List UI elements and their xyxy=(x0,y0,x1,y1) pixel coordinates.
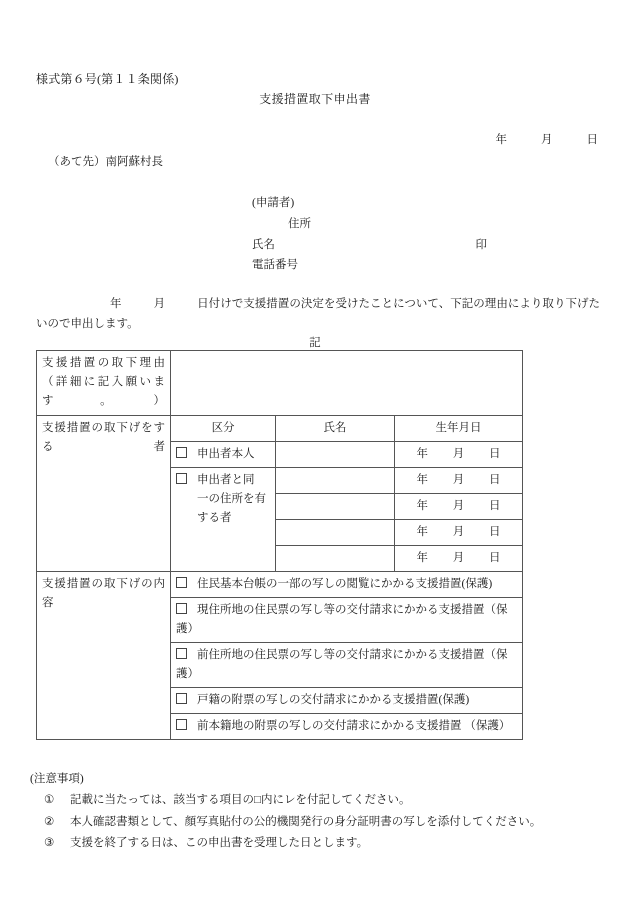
checkbox-label-applicant-self: 申出者本人 xyxy=(197,447,255,460)
birth-day-label: 日 xyxy=(489,499,501,512)
content-label-4: 戸籍の附票の写しの交付請求にかかる支援措置(保護) xyxy=(197,693,470,706)
note-text: 支援を終了する日は、この申出書を受理した日とします。 xyxy=(70,836,369,849)
content-label: 支援措置の取下げの内容 xyxy=(42,577,165,609)
statement-year-label: 年 xyxy=(110,298,122,310)
checkbox-icon-content-2[interactable] xyxy=(176,603,187,614)
note-text: 本人確認書類として、顔写真貼付の公的機関発行の身分証明書の写しを添付してください。 xyxy=(70,815,542,828)
birth-month-label: 月 xyxy=(452,525,465,538)
applicant-heading: (申請者) xyxy=(252,197,295,209)
birthdate-cell-same-2[interactable] xyxy=(395,493,523,519)
checkbox-icon-content-1[interactable] xyxy=(176,577,187,588)
checkbox-label-same-address-line2: 一の住所を有 xyxy=(197,492,266,505)
name-input-cell-same-4[interactable] xyxy=(276,545,395,571)
birth-day-label: 日 xyxy=(489,447,501,460)
note-item xyxy=(30,790,606,811)
note-number: ① xyxy=(44,794,55,807)
name-input-cell-self[interactable] xyxy=(276,441,395,467)
birth-month-label: 月 xyxy=(452,473,465,486)
applicant-block xyxy=(252,195,487,278)
persons-label: 支援措置の取下げをする者 xyxy=(42,422,165,453)
birthdate-cell-same-4[interactable] xyxy=(395,545,523,571)
content-label-2: 現住所地の住民票の写し等の交付請求にかかる支援措置（保護） xyxy=(176,603,508,635)
content-label-5: 前本籍地の附票の写しの交付請求にかかる支援措置 （保護） xyxy=(197,719,511,732)
content-checkbox-row-3[interactable] xyxy=(171,642,523,687)
content-checkbox-row-4[interactable] xyxy=(171,687,523,713)
birth-day-label: 日 xyxy=(489,473,501,486)
birth-year-label: 年 xyxy=(416,473,428,486)
table-row-reason xyxy=(37,351,523,416)
birth-year-label: 年 xyxy=(416,447,428,460)
birth-month-label: 月 xyxy=(452,499,465,512)
column-header-kubun: 区分 xyxy=(171,416,276,442)
page-title: 支援措置取下申出書 xyxy=(259,92,371,106)
content-label-3: 前住所地の住民票の写し等の交付請求にかかる支援措置（保護） xyxy=(176,648,508,680)
note-item xyxy=(30,812,606,833)
applicant-address-label: 住所 xyxy=(288,217,311,230)
column-header-seinengappi: 生年月日 xyxy=(395,416,523,442)
birth-day-label: 日 xyxy=(489,525,501,538)
content-checkbox-row-2[interactable] xyxy=(171,597,523,642)
statement-paragraph xyxy=(36,294,600,334)
table-row-content-1 xyxy=(37,571,523,597)
persons-label-cell xyxy=(37,416,171,572)
note-text: 記載に当たっては、該当する項目の□内にレを付記してください。 xyxy=(70,794,411,807)
checkbox-label-same-address-line3: する者 xyxy=(197,511,232,524)
checkbox-icon-content-3[interactable] xyxy=(176,648,187,659)
birthdate-cell-self[interactable] xyxy=(395,441,523,467)
checkbox-cell-same-address[interactable] xyxy=(171,467,276,571)
statement-body: 日付けで支援措置の決定を受けたことについて、下記の理由により取り下げたいので申出します。 xyxy=(36,298,601,331)
checkbox-icon-content-5[interactable] xyxy=(176,719,187,730)
seal-label: 印 xyxy=(475,238,487,251)
column-header-shimei: 氏名 xyxy=(276,416,395,442)
notes-list xyxy=(30,790,606,854)
table-row-column-headers xyxy=(37,416,523,442)
note-number: ② xyxy=(44,815,55,828)
birthdate-cell-same-3[interactable] xyxy=(395,519,523,545)
applicant-name-row xyxy=(252,237,487,255)
birth-year-label: 年 xyxy=(416,499,428,512)
reason-input-cell[interactable] xyxy=(171,351,523,416)
form-number: 様式第６号(第１１条関係) xyxy=(36,72,179,86)
submission-date-line xyxy=(496,132,599,150)
notes-title: (注意事項) xyxy=(30,773,84,785)
checkbox-label-same-address-line1: 申出者と同 xyxy=(197,473,255,486)
statement-month-label: 月 xyxy=(153,298,166,310)
applicant-phone-label: 電話番号 xyxy=(252,259,298,272)
birthdate-cell-same-1[interactable] xyxy=(395,467,523,493)
birth-month-label: 月 xyxy=(452,447,465,460)
birth-year-label: 年 xyxy=(416,525,428,538)
addressee: （あて先）南阿蘇村長 xyxy=(48,156,163,168)
name-input-cell-same-2[interactable] xyxy=(276,493,395,519)
note-number: ③ xyxy=(44,836,55,849)
checkbox-icon-applicant-self[interactable] xyxy=(176,447,187,458)
birth-day-label: 日 xyxy=(489,551,501,564)
content-checkbox-row-1[interactable] xyxy=(171,571,523,597)
applicant-name-label: 氏名 xyxy=(252,238,275,251)
checkbox-icon-same-address[interactable] xyxy=(176,473,187,484)
note-item xyxy=(30,833,606,854)
ki-marker: 記 xyxy=(309,337,321,349)
birth-month-label: 月 xyxy=(452,551,465,564)
notes-section xyxy=(30,769,606,854)
content-label-1: 住民基本台帳の一部の写しの閲覧にかかる支援措置(保護) xyxy=(197,577,493,590)
birth-year-label: 年 xyxy=(416,551,428,564)
name-input-cell-same-3[interactable] xyxy=(276,519,395,545)
checkbox-icon-content-4[interactable] xyxy=(176,693,187,704)
application-table xyxy=(36,350,523,740)
checkbox-cell-applicant-self[interactable] xyxy=(171,441,276,467)
date-year-label: 年 xyxy=(495,134,507,146)
reason-label-cell xyxy=(37,351,171,416)
name-input-cell-same-1[interactable] xyxy=(276,467,395,493)
reason-label: 支援措置の取下理由（詳細に記入願います。） xyxy=(42,357,165,407)
date-month-label: 月 xyxy=(541,134,553,146)
content-label-cell xyxy=(37,571,171,739)
content-checkbox-row-5[interactable] xyxy=(171,713,523,739)
date-day-label: 日 xyxy=(586,134,598,146)
